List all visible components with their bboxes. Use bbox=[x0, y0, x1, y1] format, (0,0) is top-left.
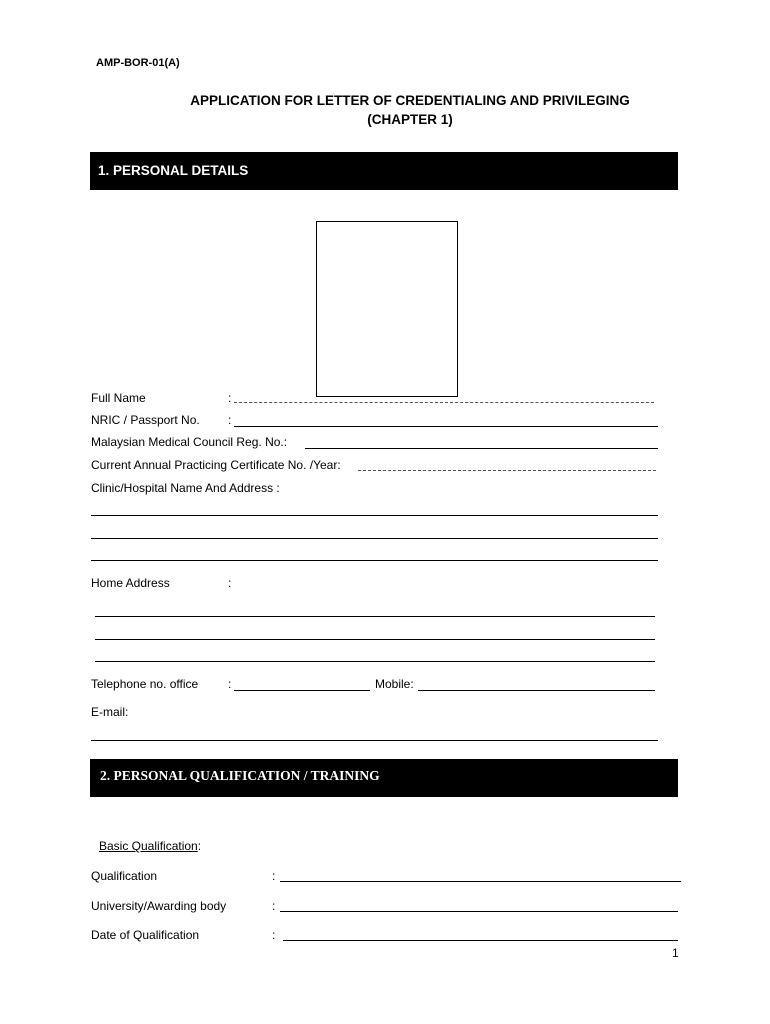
form-title: APPLICATION FOR LETTER OF CREDENTIALING AND PRIVILEGING bbox=[190, 93, 630, 108]
clinic-address-line-2[interactable] bbox=[91, 538, 658, 539]
nric-colon: : bbox=[228, 413, 232, 427]
basic-qualification-heading bbox=[99, 839, 201, 853]
home-address-line-3[interactable] bbox=[95, 661, 655, 662]
qualification-field[interactable] bbox=[280, 881, 681, 882]
email-label: E-mail: bbox=[91, 705, 129, 719]
university-field[interactable] bbox=[280, 911, 678, 912]
section-qualification-header: 2. PERSONAL QUALIFICATION / TRAINING bbox=[90, 759, 678, 797]
qualification-colon: : bbox=[272, 869, 276, 883]
page-number: 1 bbox=[672, 946, 679, 960]
full-name-colon: : bbox=[228, 391, 232, 405]
section-personal-details-header: 1. PERSONAL DETAILS bbox=[90, 152, 678, 190]
date-of-qualification-field[interactable] bbox=[283, 940, 678, 941]
email-field[interactable] bbox=[91, 740, 658, 741]
form-code: AMP-BOR-01(A) bbox=[96, 57, 180, 69]
home-address-label: Home Address bbox=[91, 576, 170, 590]
nric-label: NRIC / Passport No. bbox=[91, 413, 200, 427]
apc-field[interactable] bbox=[358, 470, 656, 471]
date-colon: : bbox=[272, 928, 276, 942]
photo-box[interactable] bbox=[316, 221, 458, 397]
basic-qualification-label: Basic Qualification bbox=[99, 839, 198, 853]
qualification-label: Qualification bbox=[91, 869, 158, 883]
form-subtitle: (CHAPTER 1) bbox=[367, 112, 453, 127]
telephone-office-field[interactable] bbox=[234, 690, 370, 691]
mmc-reg-field[interactable] bbox=[305, 448, 658, 449]
university-label: University/Awarding body bbox=[91, 899, 227, 913]
mobile-label: Mobile: bbox=[375, 677, 414, 691]
home-address-colon: : bbox=[228, 576, 232, 590]
home-address-line-1[interactable] bbox=[95, 616, 655, 617]
telephone-office-label: Telephone no. office bbox=[91, 677, 199, 691]
apc-label: Current Annual Practicing Certificate No. /Year: bbox=[91, 458, 341, 472]
university-colon: : bbox=[272, 899, 276, 913]
telephone-colon: : bbox=[228, 677, 232, 691]
home-address-line-2[interactable] bbox=[95, 639, 655, 640]
clinic-address-line-1[interactable] bbox=[91, 515, 658, 516]
nric-field[interactable] bbox=[234, 426, 658, 427]
clinic-address-label: Clinic/Hospital Name And Address : bbox=[91, 481, 280, 495]
basic-qualification-colon: : bbox=[197, 839, 202, 853]
mmc-reg-label: Malaysian Medical Council Reg. No.: bbox=[91, 435, 288, 449]
clinic-address-line-3[interactable] bbox=[91, 560, 658, 561]
mobile-field[interactable] bbox=[418, 690, 655, 691]
date-of-qualification-label: Date of Qualification bbox=[91, 928, 200, 942]
full-name-field[interactable] bbox=[234, 402, 654, 403]
full-name-label: Full Name bbox=[91, 391, 146, 405]
